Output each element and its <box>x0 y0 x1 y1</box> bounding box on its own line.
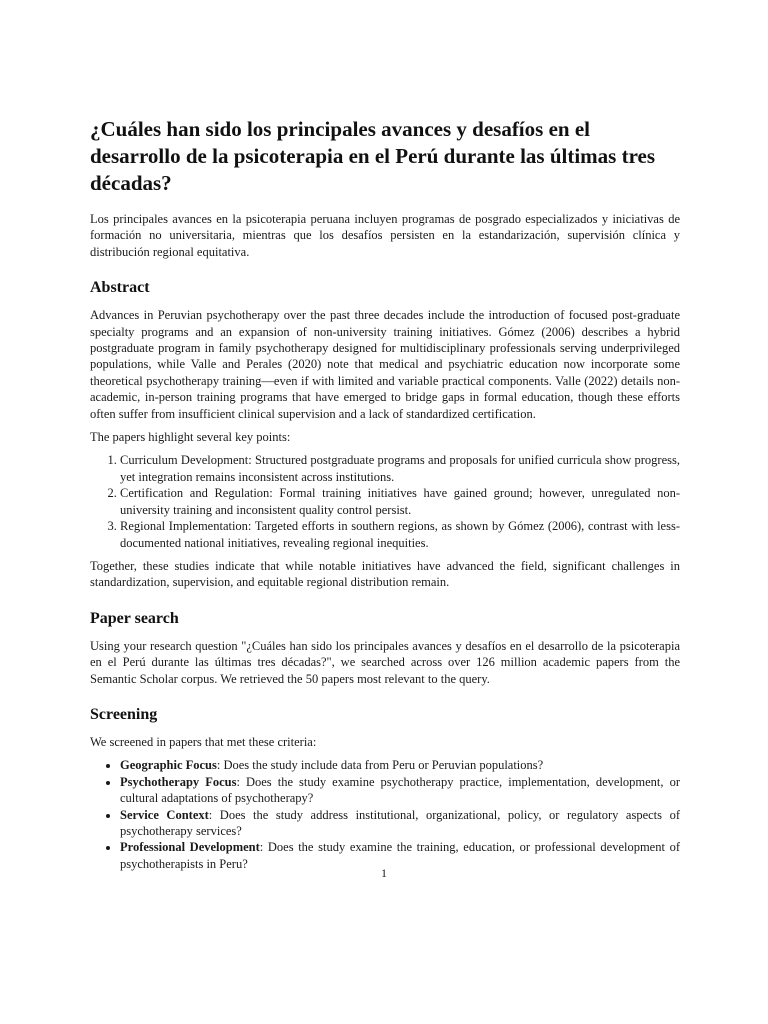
key-points-list <box>90 452 680 550</box>
screening-criteria-list <box>90 757 680 872</box>
criterion-item <box>120 757 680 773</box>
criterion-item <box>120 774 680 807</box>
paper-search-paragraph: Using your research question "¿Cuáles han sido los principales avances y desafíos en el desarrollo de la psicoterapia en el Perú durante las últimas tres décadas?", we searched across over 126 million academic papers from the Semantic Scholar corpus. We retrieved the 50 papers most relevant to the query. <box>90 638 680 686</box>
criterion-text: : Does the study examine psychotherapy practice, implementation, development, or cultural adaptations of psychotherapy? <box>120 774 680 806</box>
criterion-name: Geographic Focus <box>120 758 217 773</box>
criterion-name: Professional Development <box>120 840 260 855</box>
abstract-heading: Abstract <box>90 279 150 297</box>
key-points-intro: The papers highlight several key points: <box>90 430 291 445</box>
page-number: 1 <box>381 866 387 880</box>
criterion-name: Psychotherapy Focus <box>120 774 237 789</box>
criterion-item <box>120 807 680 840</box>
criterion-name: Service Context <box>120 807 209 822</box>
screening-heading: Screening <box>90 705 158 723</box>
screening-intro: We screened in papers that met these criteria: <box>90 734 317 749</box>
abstract-paragraph: Advances in Peruvian psychotherapy over the past three decades include the introduction of focused post-graduate specialty programs and an expansion of non-university training initiatives. Gómez (2006) describes a hybrid postgraduate program in family psychotherapy designed for multidisciplinary professionals serving underprivileged populations, while Valle and Perales (2020) note that medical and psychiatric education now incorporate some theoretical psychotherapy training—even if with limited and variable practical components. Valle (2022) details non-academic, in-person training programs that have emerged to bridge gaps in formal education, though these efforts often suffer from insufficient clinical supervision and a lack of standardized certification. <box>90 308 680 421</box>
key-point-item: 1. Curriculum Development: Structured postgraduate programs and proposals for unified curricula show progress, yet integration remains inconsistent across institutions. <box>120 452 680 485</box>
key-point-item: 2. Certification and Regulation: Formal training initiatives have gained ground; however, unregulated non-university training and inconsistent quality control persist. <box>120 485 680 518</box>
summary-paragraph: Los principales avances en la psicoterapia peruana incluyen programas de posgrado especializados y iniciativas de formación no universitaria, mientras que los desafíos persisten en la estandarización, supervisión clínica y distribución regional equitativa. <box>90 212 680 259</box>
paper-search-heading: Paper search <box>90 609 179 627</box>
criterion-text: : Does the study examine the training, education, or professional development of psychotherapists in Peru? <box>120 840 680 871</box>
criterion-text: : Does the study include data from Peru or Peruvian populations? <box>216 758 544 773</box>
criterion-text: : Does the study address institutional, organizational, policy, or regulatory aspects of psychotherapy services? <box>120 807 680 838</box>
abstract-conclusion: Together, these studies indicate that while notable initiatives have advanced the field, significant challenges in standardization, supervision, and equitable regional distribution remain. <box>90 558 680 590</box>
paper-title: ¿Cuáles han sido los principales avances y desafíos en el desarrollo de la psicoterapia en el Perú durante las últimas tres décadas? <box>90 117 656 195</box>
key-point-item: 3. Regional Implementation: Targeted efforts in southern regions, as shown by Gómez (2006), contrast with less-documented national initiatives, revealing regional inequities. <box>120 518 680 551</box>
